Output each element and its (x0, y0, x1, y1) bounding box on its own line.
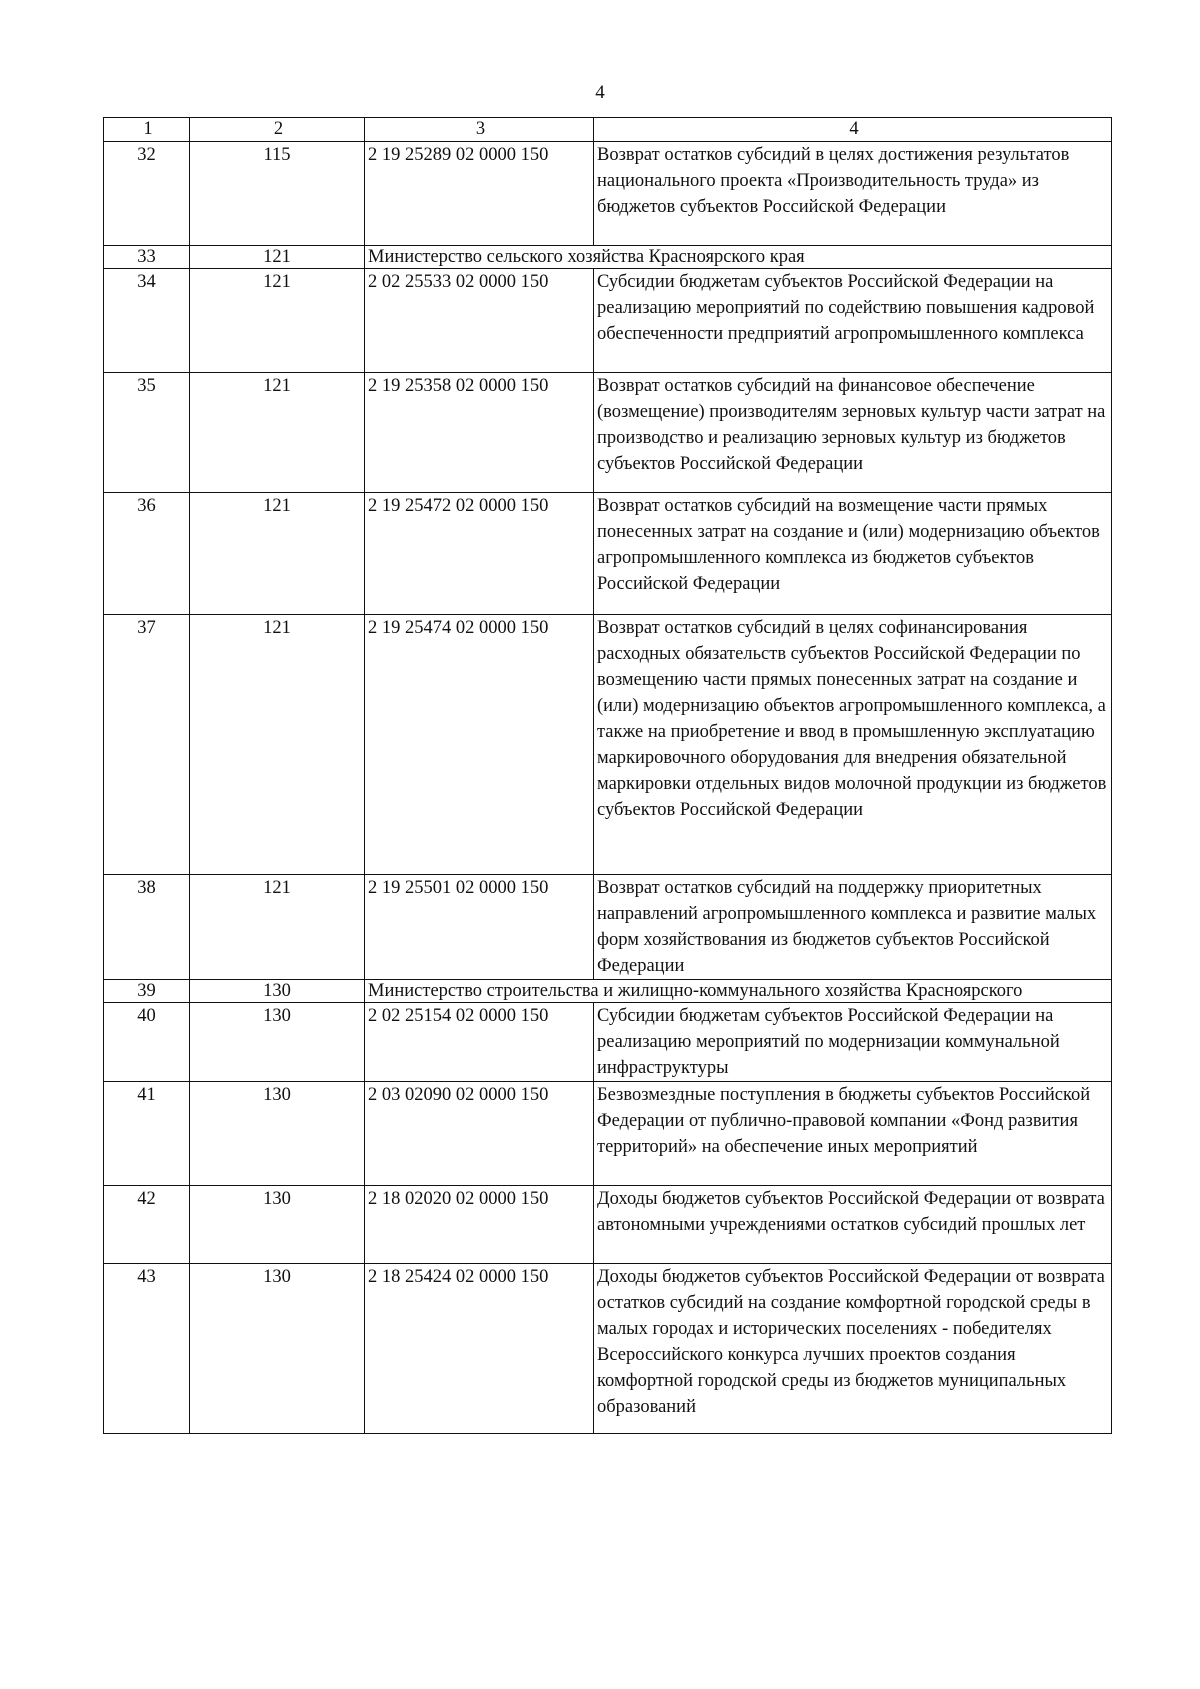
row-number: 36 (104, 493, 190, 615)
admin-code: 121 (190, 493, 365, 615)
column-header: 2 (190, 118, 365, 142)
admin-code: 130 (190, 980, 365, 1003)
income-name: Возврат остатков субсидий в целях софинансирования расходных обязательств субъектов Российской Федерации по возмещению части прямых понесенных затрат на создание и (или) модернизацию объектов агропромышленного комплекса, а также на приобретение и ввод в промышленную эксплуатацию маркировочного оборудования для внедрения обязательной маркировки отдельных видов молочной продукции из бюджетов субъектов Российской Федерации (594, 615, 1112, 875)
income-name: Возврат остатков субсидий на финансовое обеспечение (возмещение) производителям зерновых культур части затрат на производство и реализацию зерновых культур из бюджетов субъектов Российской Федерации (594, 373, 1112, 493)
row-number: 43 (104, 1264, 190, 1434)
table-row (104, 269, 1112, 373)
table-row (104, 980, 1112, 1003)
admin-code: 121 (190, 269, 365, 373)
row-number: 39 (104, 980, 190, 1003)
administrator-name: Министерство сельского хозяйства Красноярского края (365, 246, 1112, 269)
table-row (104, 373, 1112, 493)
row-number: 35 (104, 373, 190, 493)
budget-classification-code: 2 18 25424 02 0000 150 (365, 1264, 594, 1434)
income-name: Доходы бюджетов субъектов Российской Федерации от возврата автономными учреждениями остатков субсидий прошлых лет (594, 1186, 1112, 1264)
budget-classification-code: 2 18 02020 02 0000 150 (365, 1186, 594, 1264)
budget-classification-code: 2 19 25501 02 0000 150 (365, 875, 594, 980)
admin-code: 130 (190, 1082, 365, 1186)
admin-code: 115 (190, 142, 365, 246)
budget-classification-code: 2 19 25358 02 0000 150 (365, 373, 594, 493)
table-row (104, 1264, 1112, 1434)
budget-classification-code: 2 19 25472 02 0000 150 (365, 493, 594, 615)
table-row (104, 1003, 1112, 1082)
budget-classification-code: 2 19 25289 02 0000 150 (365, 142, 594, 246)
row-number: 33 (104, 246, 190, 269)
row-number: 38 (104, 875, 190, 980)
table-row (104, 142, 1112, 246)
table-row (104, 246, 1112, 269)
column-header: 4 (594, 118, 1112, 142)
budget-code-table (103, 117, 1112, 1434)
administrator-name: Министерство строительства и жилищно-коммунального хозяйства Красноярского (365, 980, 1112, 1003)
income-name: Доходы бюджетов субъектов Российской Федерации от возврата остатков субсидий на создание комфортной городской среды в малых городах и исторических поселениях - победителях Всероссийского конкурса лучших проектов создания комфортной городской среды из бюджетов муниципальных образований (594, 1264, 1112, 1434)
income-name: Безвозмездные поступления в бюджеты субъектов Российской Федерации от публично-правовой компании «Фонд развития территорий» на обеспечение иных мероприятий (594, 1082, 1112, 1186)
row-number: 32 (104, 142, 190, 246)
budget-classification-code: 2 02 25533 02 0000 150 (365, 269, 594, 373)
budget-classification-code: 2 02 25154 02 0000 150 (365, 1003, 594, 1082)
admin-code: 130 (190, 1264, 365, 1434)
income-name: Возврат остатков субсидий на возмещение части прямых понесенных затрат на создание и (или) модернизацию объектов агропромышленного комплекса из бюджетов субъектов Российской Федерации (594, 493, 1112, 615)
budget-classification-code: 2 03 02090 02 0000 150 (365, 1082, 594, 1186)
row-number: 41 (104, 1082, 190, 1186)
admin-code: 121 (190, 875, 365, 980)
row-number: 40 (104, 1003, 190, 1082)
budget-classification-code: 2 19 25474 02 0000 150 (365, 615, 594, 875)
table-row (104, 493, 1112, 615)
table-row (104, 875, 1112, 980)
column-header: 3 (365, 118, 594, 142)
column-header: 1 (104, 118, 190, 142)
table-row (104, 1186, 1112, 1264)
admin-code: 121 (190, 615, 365, 875)
income-name: Возврат остатков субсидий на поддержку приоритетных направлений агропромышленного комплекса и развитие малых форм хозяйствования из бюджетов субъектов Российской Федерации (594, 875, 1112, 980)
table-row (104, 1082, 1112, 1186)
admin-code: 121 (190, 246, 365, 269)
income-name: Субсидии бюджетам субъектов Российской Федерации на реализацию мероприятий по модернизации коммунальной инфраструктуры (594, 1003, 1112, 1082)
admin-code: 121 (190, 373, 365, 493)
income-name: Субсидии бюджетам субъектов Российской Федерации на реализацию мероприятий по содействию повышения кадровой обеспеченности предприятий агропромышленного комплекса (594, 269, 1112, 373)
income-name: Возврат остатков субсидий в целях достижения результатов национального проекта «Производительность труда» из бюджетов субъектов Российской Федерации (594, 142, 1112, 246)
table-row (104, 615, 1112, 875)
row-number: 37 (104, 615, 190, 875)
row-number: 34 (104, 269, 190, 373)
row-number: 42 (104, 1186, 190, 1264)
table-header-row (104, 118, 1112, 142)
admin-code: 130 (190, 1186, 365, 1264)
admin-code: 130 (190, 1003, 365, 1082)
page-number: 4 (595, 82, 605, 103)
